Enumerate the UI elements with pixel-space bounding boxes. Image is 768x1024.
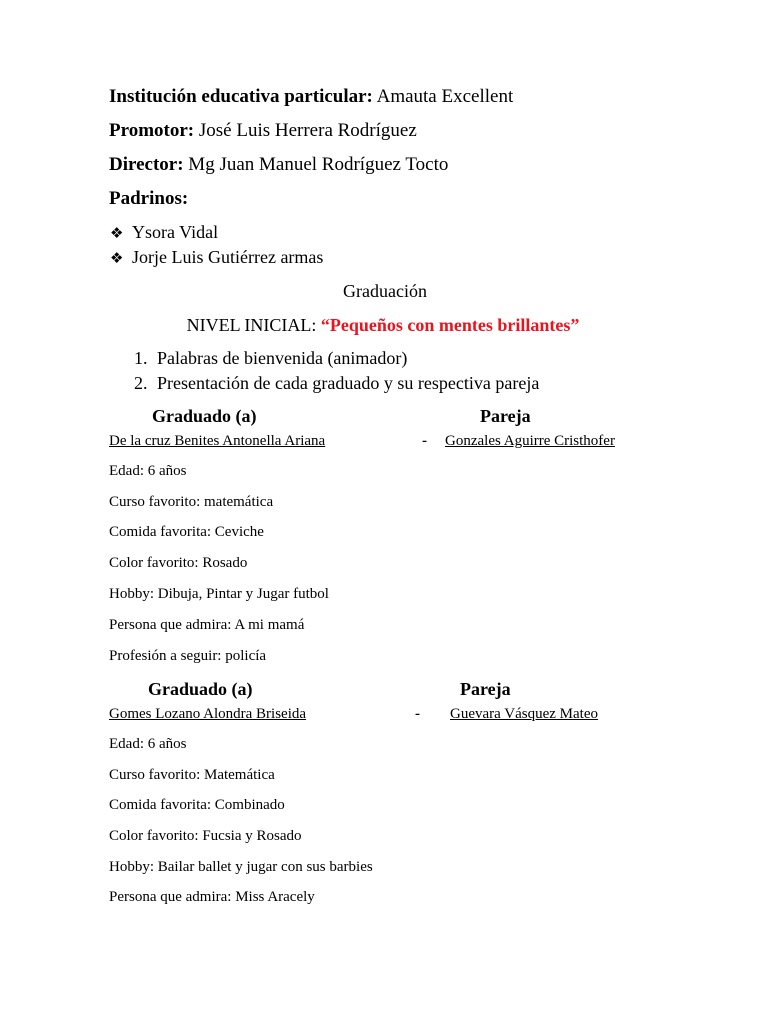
graduate-heading: Graduado (a) (148, 679, 253, 699)
detail-line: Color favorito: Rosado (109, 555, 248, 571)
agenda-number: 2. (134, 373, 148, 393)
detail-line: Persona que admira: Miss Aracely (109, 889, 315, 905)
detail-line: Color favorito: Fucsia y Rosado (109, 828, 302, 844)
director-line (109, 154, 448, 176)
director-label: Director: (109, 154, 184, 175)
promoter-label: Promotor: (109, 120, 195, 141)
institution-label: Institución educativa particular: (109, 86, 373, 107)
partner-heading: Pareja (480, 406, 531, 426)
sponsor-name: Ysora Vidal (132, 222, 219, 242)
director-value: Mg Juan Manuel Rodríguez Tocto (188, 154, 449, 175)
pair-separator: - (422, 433, 427, 449)
sponsors-label: Padrinos: (109, 188, 189, 209)
promoter-line (109, 120, 417, 142)
level-label: NIVEL INICIAL: (186, 315, 317, 335)
detail-line: Edad: 6 años (109, 736, 187, 752)
sponsor-item (110, 247, 323, 268)
detail-line: Hobby: Bailar ballet y jugar con sus barbies (109, 859, 373, 875)
detail-line: Curso favorito: matemática (109, 494, 274, 510)
partner-name: Guevara Vásquez Mateo (450, 706, 598, 722)
graduate-heading: Graduado (a) (152, 406, 257, 426)
pair-separator: - (415, 706, 420, 722)
page-title: Graduación (343, 281, 427, 301)
agenda-item (134, 348, 407, 369)
detail-line: Curso favorito: Matemática (109, 767, 275, 783)
detail-line: Comida favorita: Combinado (109, 797, 285, 813)
institution-value: Amauta Excellent (376, 86, 514, 107)
diamond-bullet-icon: ❖ (110, 249, 124, 267)
graduate-name: Gomes Lozano Alondra Briseida (109, 706, 307, 722)
detail-line: Profesión a seguir: policía (109, 648, 267, 664)
institution-line (109, 86, 513, 108)
promoter-value: José Luis Herrera Rodríguez (198, 120, 417, 141)
agenda-item (134, 373, 539, 394)
sponsor-item (110, 222, 218, 243)
level-line (0, 315, 766, 336)
sponsor-name: Jorje Luis Gutiérrez armas (132, 247, 324, 267)
partner-name: Gonzales Aguirre Cristhofer (445, 433, 615, 449)
agenda-number: 1. (134, 348, 148, 368)
detail-line: Persona que admira: A mi mamá (109, 617, 305, 633)
detail-line: Comida favorita: Ceviche (109, 524, 264, 540)
agenda-text: Presentación de cada graduado y su respectiva pareja (157, 373, 540, 393)
graduate-name: De la cruz Benites Antonella Ariana (109, 433, 326, 449)
partner-heading: Pareja (460, 679, 511, 699)
agenda-text: Palabras de bienvenida (animador) (157, 348, 408, 368)
diamond-bullet-icon: ❖ (110, 224, 124, 242)
sponsors-heading (109, 188, 188, 210)
detail-line: Edad: 6 años (109, 463, 187, 479)
level-quote: “Pequeños con mentes brillantes” (320, 315, 580, 335)
detail-line: Hobby: Dibuja, Pintar y Jugar futbol (109, 586, 329, 602)
